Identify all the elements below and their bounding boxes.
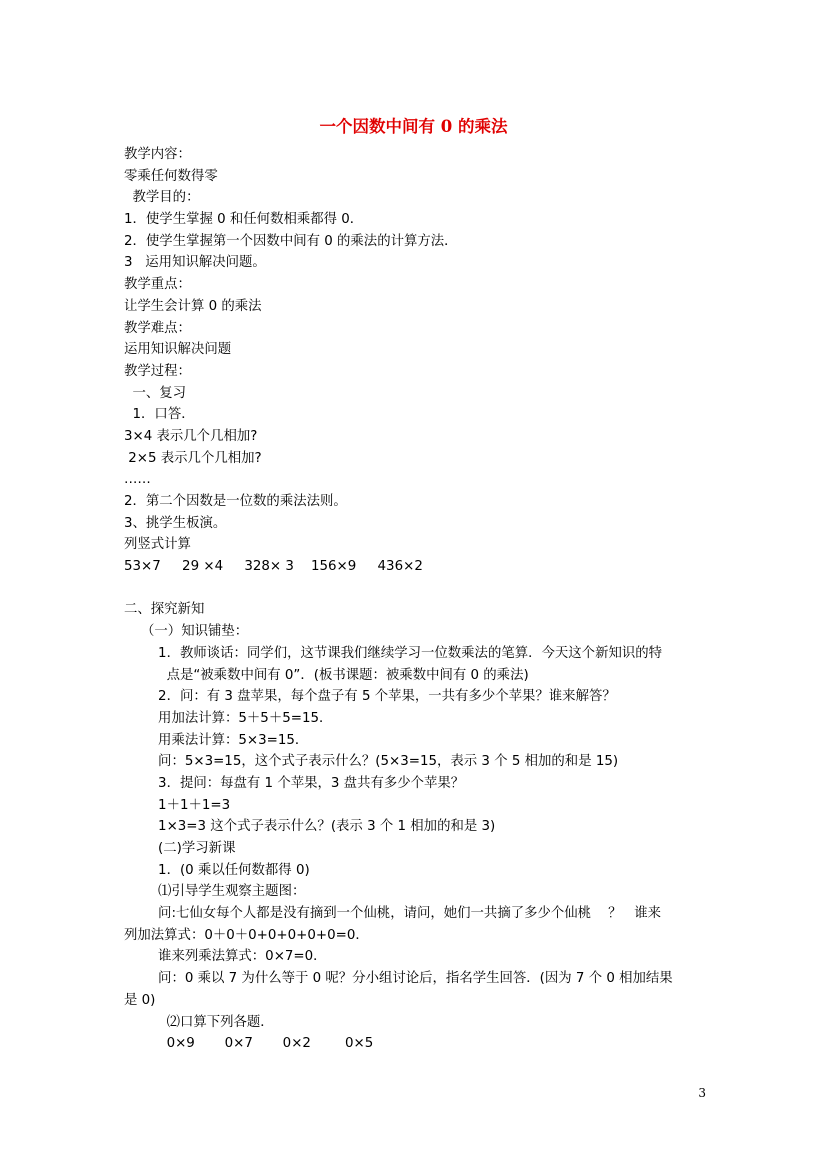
text-line: 教学过程： xyxy=(124,363,191,379)
text-line: …… xyxy=(124,472,151,488)
text-line: 53×7 29 ×4 328× 3 156×9 436×2 xyxy=(124,559,423,575)
page-number: 3 xyxy=(698,1086,706,1100)
text-line: 列竖式计算 xyxy=(124,537,191,553)
text-line: 0×9 0×7 0×2 0×5 xyxy=(124,1036,374,1052)
text-line: (二)学习新课 xyxy=(124,841,236,856)
text-line: 问:七仙女每个人都是没有摘到一个仙桃，请问，她们一共摘了多少个仙桃 ？ 谁来 xyxy=(124,906,662,922)
text-line: 1＋1＋1=3 xyxy=(124,797,231,813)
text-line: 教学内容： xyxy=(124,147,191,162)
text-line: 3 运用知识解决问题。 xyxy=(124,255,266,271)
text-line: 1．教师谈话：同学们，这节课我们继续学习一位数乘法的笔算．今天这个新知识的特 xyxy=(124,645,663,661)
text-line: 3．提问：每盘有 1 个苹果，3 盘共有多少个苹果？ xyxy=(124,775,465,791)
document-body xyxy=(124,144,709,1055)
text-line: 运用知识解决问题 xyxy=(124,342,232,358)
text-line: 谁来列乘法算式：0×7=0． xyxy=(124,949,327,965)
text-line: 2．第二个因数是一位数的乘法法则。 xyxy=(124,494,347,509)
text-line: ⑴引导学生观察主题图： xyxy=(124,884,306,900)
text-line: 问：5×3=15，这个式子表示什么？(5×3=15，表示 3 个 5 相加的和是 15) xyxy=(124,754,619,770)
text-line: 3、挑学生板演。 xyxy=(124,515,227,531)
text-line: 2．使学生掌握第一个因数中间有 0 的乘法的计算方法． xyxy=(124,233,458,249)
text-line: （一）知识铺垫： xyxy=(124,624,249,640)
text-line: 教学目的： xyxy=(124,190,200,206)
text-line: 1．(0 乘以任何数都得 0) xyxy=(124,862,310,878)
document-title: 一个因数中间有 0 的乘法 xyxy=(319,117,508,136)
text-line: 二、探究新知 xyxy=(124,602,205,618)
text-line: 列加法算式：0＋0＋0+0+0+0+0=0． xyxy=(124,927,369,943)
text-line: 零乘任何数得零 xyxy=(124,168,218,184)
text-line: 一、复习 xyxy=(124,385,187,401)
text-line: 1．口答． xyxy=(124,407,195,423)
text-line: 2．问：有 3 盘苹果，每个盘子有 5 个苹果，一共有多少个苹果？谁来解答？ xyxy=(124,689,616,705)
text-line: 用乘法计算：5×3=15． xyxy=(124,732,309,748)
text-line: 让学生会计算 0 的乘法 xyxy=(124,298,262,314)
text-line: ⑵口算下列各题． xyxy=(124,1014,274,1030)
text-line: 2×5 表示几个几相加? xyxy=(124,450,262,466)
text-line: 3×4 表示几个几相加? xyxy=(124,428,258,444)
text-line: 1×3=3 这个式子表示什么？(表示 3 个 1 相加的和是 3) xyxy=(124,819,496,835)
text-line: 点是“被乘数中间有 0”．(板书课题：被乘数中间有 0 的乘法) xyxy=(124,667,529,683)
text-line: 教学难点： xyxy=(124,320,191,336)
text-line: 用加法计算：5＋5＋5=15． xyxy=(124,710,333,726)
text-line: 是 0) xyxy=(124,992,156,1008)
text-line xyxy=(124,578,709,600)
text-line: 1．使学生掌握 0 和任何数相乘都得 0． xyxy=(124,212,364,228)
text-line: 问：0 乘以 7 为什么等于 0 呢？分小组讨论后，指名学生回答．(因为 7 个 0 相加结果 xyxy=(124,971,673,987)
text-line: 教学重点： xyxy=(124,277,191,293)
